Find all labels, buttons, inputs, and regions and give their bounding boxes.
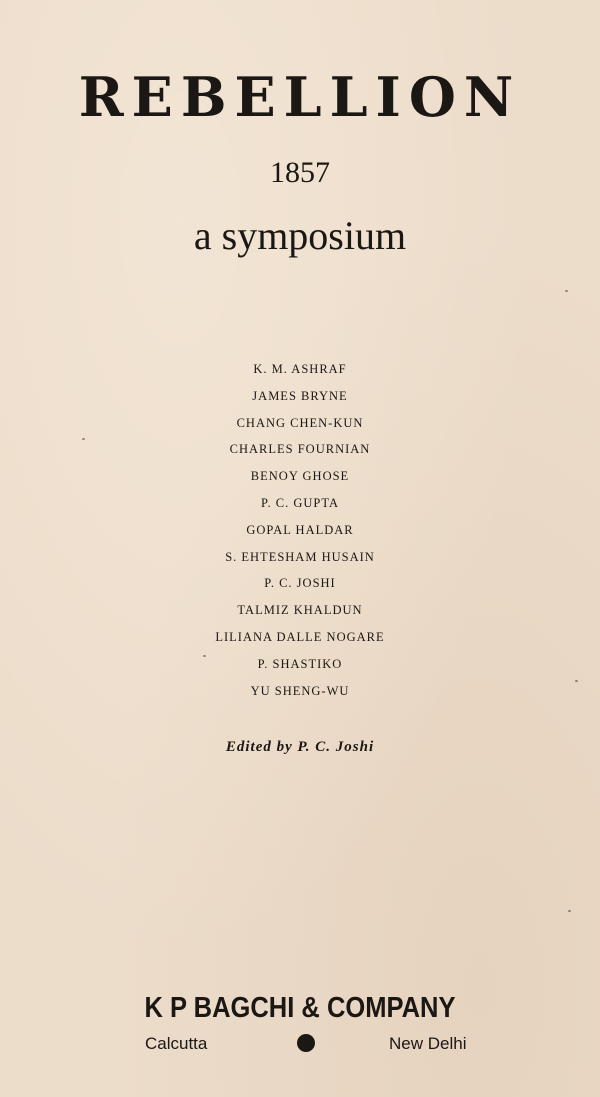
contributor-name: P. SHASTIKO [257, 656, 343, 671]
paper-speck [82, 438, 85, 440]
contributor-name: JAMES BRYNE [252, 388, 348, 403]
book-year: 1857 [270, 156, 330, 189]
bullet-dot-icon [297, 1034, 315, 1052]
paper-speck [575, 680, 578, 682]
paper-speck [203, 655, 206, 657]
book-subtitle: a symposium [193, 213, 407, 258]
publisher-city-right: New Delhi [389, 1034, 467, 1053]
contributor-name: CHARLES FOURNIAN [229, 442, 371, 457]
paper-speck [568, 910, 571, 912]
contributor-name: TALMIZ KHALDUN [237, 603, 363, 618]
publisher-city-left: Calcutta [145, 1034, 208, 1053]
publisher-name: K P BAGCHI & COMPANY [144, 992, 456, 1024]
contributor-name: S. EHTESHAM HUSAIN [225, 549, 375, 564]
editor-credit: Edited by P. C. Joshi [225, 739, 375, 755]
contributor-name: LILIANA DALLE NOGARE [215, 629, 385, 644]
contributor-name: GOPAL HALDAR [246, 522, 354, 537]
contributor-name: BENOY GHOSE [250, 469, 350, 484]
contributor-name: K. M. ASHRAF [253, 362, 347, 376]
contributors-list [0, 358, 600, 706]
book-title: REBELLION [78, 65, 522, 129]
contributor-name: P. C. JOSHI [264, 576, 336, 591]
contributor-name: YU SHENG-WU [250, 683, 350, 698]
paper-speck [565, 290, 568, 292]
contributor-name: P. C. GUPTA [260, 495, 340, 510]
contributor-name: CHANG CHEN-KUN [236, 415, 364, 430]
